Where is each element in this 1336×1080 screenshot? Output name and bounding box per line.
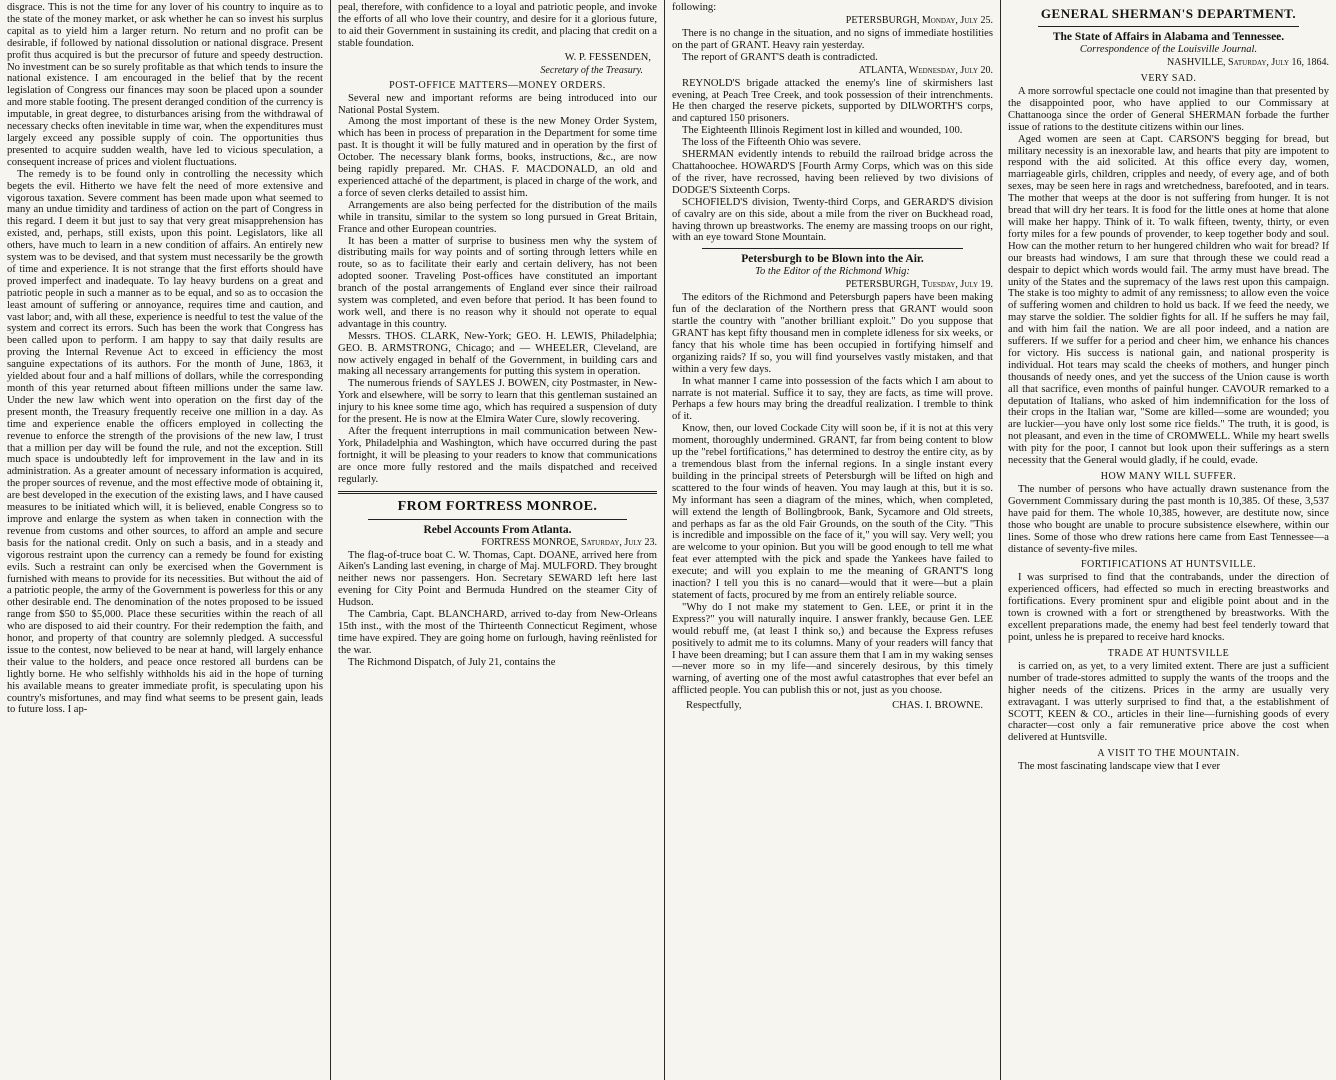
article-paragraph: It has been a matter of surprise to business men why the system of distributing mails for way points and of sorting through letters while en route, so as to facilitate their early and certain delivery, has not been adopted sooner. Traveling Post-offices have constituted an important branch of the postal arrangements of England ever since their railroad system was completed, and even before that period. It has been found to work well, and there is no reason why it should not operate to equal advantage in this country.: [338, 235, 657, 330]
article-subheadline: Correspondence of the Louisville Journal.: [1079, 44, 1258, 55]
article-paragraph: peal, therefore, with confidence to a loyal and patriotic people, and invoke the efforts of all who love their country, and desire for it a glorious future, to aid their Government in sustaining its credit, and placing that credit on a stable foundation.: [338, 2, 657, 49]
signoff-name: CHAS. I. BROWNE.: [892, 700, 983, 712]
article-paragraph: I was surprised to find that the contrabands, under the direction of experienced officers, had effected so much in erecting breastworks and fortifications. Every prominent spur and eligible point about and in the town is crowned with a fort or strengthened by breastworks. With the excellent preparations made, the enemy had best feel tenderly toward that point, unless he is prepared to receive hard knocks.: [1008, 572, 1329, 643]
dateline: PETERSBURGH, Tuesday, July 19.: [845, 279, 993, 291]
article-paragraph: Aged women are seen at Capt. CARSON'S begging for bread, but military necessity is an inexorable law, and hearts that pity are impotent to respond with the aid solicited. At this office every day, women, marriageable girls, children, cripples and needy, of every age, and of both sexes, may be seen here in rags and wretchedness, barefooted, and in tears. The mother that weeps at the door is not suffering from hunger. It is not bread that will dry her tears. It is food for the little ones at home that alone will make her happy. Think of it. To walk fifteen, twenty, thirty, or even forty miles for a few pounds of provender, to keep together body and soul. How can the mother return to her hungered children who wait for bread? If our breasts had windows, I am sure that through these we could read a despair to depict which words would fail. The army must have bread. The unity of the States and the supremacy of the laws rest upon this campaign. The stake is too mighty to admit of any remissness; to allow even the voice of suffering women and children to hold us back. If we feed the needy, we may starve the soldier. The soldier fights for all. If he suffers he may fail, and with him fail the nation. We are all poor indeed, and a nation are sufferers. If we suffer for a period and cheer him, we enhance his chances for victory. His success is national gain, and national prosperity is individual. Hot tears may scald the cheeks of mothers, and hunger pinch thousands of needy ones, and yet the success of the Union cause is worth all that sacrifice, even months of painful hunger. CAVOUR remarked to a deputation of Italians, who asked of him indemnification for the loss of their crops in the Italian war, "Some are killed—some are wounded; you are luckier—you have only lost some rice fields." The truth, it is good, is not pleasant, and even in the time of CROMWELL. While my heart swells with pity for the poor, I cannot but look upon their sufferings as a stern necessity that the General would gladly, if he could, evade.: [1008, 133, 1329, 467]
article-paragraph: Know, then, our loved Cockade City will soon be, if it is not at this very moment, thoroughly undermined. GRANT, far from being content to blow up the "rebel fortifications," has determined to destroy the entire city, as by a tremendous blast from the infernal regions. In a single instant every building in the principal streets of Petersburgh will be lifted on high and scattered to the four winds of heaven. You may laugh at this, but it is so. My informant has seen a diagram of the mines, which, when completed, will extend the length of Bollingbrook, Bank, Sycamore and Old streets, and perhaps as far as the old Fair Grounds, on the south of the City. "This is incredible and impossible on the face of it," you will say. Very well; you are welcome to your opinion. But you will be good enough to tell me what feat ever attempted with the pick and spade the Yankees have failed to execute; and will you explain to me the meaning of GRANT'S long inaction? I tell you this is no canard—would that it were—but a plain statement of facts, procured by me from an entirely reliable source.: [672, 423, 993, 601]
column-4: [1000, 0, 1336, 1080]
dateline: FORTRESS MONROE, Saturday, July 23.: [481, 536, 657, 548]
article-paragraph: After the frequent interruptions in mail communication between New-York, Philadelphia and Washington, which have occurred during the past fortnight, it will be pleasing to your readers to know that communications are once more fully restored and the mails dispatched and received regularly.: [338, 426, 657, 485]
dateline: NASHVILLE, Saturday, July 16, 1864.: [1166, 57, 1329, 68]
section-heading: POST-OFFICE MATTERS—MONEY ORDERS.: [389, 79, 606, 91]
dateline: PETERSBURGH, Monday, July 25.: [845, 14, 993, 26]
article-paragraph: The editors of the Richmond and Petersburgh papers have been making fun of the declaration of the Northern press that GRANT would soon startle the country with "another brilliant exploit." Do you suppose that GRANT has kept fifty thousand men in complete idleness for six weeks, or fancy that his whole time has been occupied in fortifying himself and organizing raids? If so, you will find yourselves vastly mistaken, and that within a very few days.: [672, 292, 993, 375]
rule-divider: [368, 519, 627, 520]
article-subheadline: Rebel Accounts From Atlanta.: [423, 523, 572, 536]
article-paragraph: Arrangements are also being perfected for the distribution of the mails while in transitu, similar to the system so long pursued in Great Britain, France and other European countries.: [338, 199, 657, 235]
article-paragraph: REYNOLD'S brigade attacked the enemy's line of skirmishers last evening, at Peach Tree Creek, and took possession of their intrenchments. He then charged the reserve pickets, supported by DILWORTH'S corps, and captured 150 prisoners.: [672, 77, 993, 125]
signoff: [686, 700, 983, 711]
rule-divider: [1038, 26, 1299, 27]
dateline: ATLANTA, Wednesday, July 20.: [858, 64, 993, 76]
subsection-heading: HOW MANY WILL SUFFER.: [1100, 471, 1237, 482]
signature-title: Secretary of the Treasury.: [540, 64, 643, 76]
article-headline: The State of Affairs in Alabama and Tennessee.: [1052, 31, 1285, 43]
article-paragraph: A more sorrowful spectacle one could not imagine than that presented by the disappointed poor, who have applied to our Commissary at Chattanooga since the order of General SHERMAN forbade the further issue of rations to the destitute citizens within our lines.: [1008, 86, 1329, 133]
section-divider: [338, 491, 657, 494]
article-paragraph: is carried on, as yet, to a very limited extent. There are just a sufficient number of trade-stores admitted to supply the wants of the troops and the higher needs of the citizens. Prices in the army are usually very extravagant. I was utterly surprised to find that, a the establishment of SCOTT, KEEN & CO., articles in their line—furnishing goods of every character—cost only a fair remunerative price above the cost when delivered at Huntsville.: [1008, 660, 1329, 744]
article-paragraph: The most fascinating landscape view that I ever: [1018, 761, 1221, 773]
article-paragraph: The loss of the Fifteenth Ohio was severe.: [682, 137, 861, 149]
subsection-heading: TRADE AT HUNTSVILLE: [1107, 647, 1230, 659]
column-1: [0, 0, 330, 1080]
article-paragraph: Among the most important of these is the new Money Order System, which has been in process of preparation in the Department for some time past. It is thought it will be fully matured and in operation by the first of October. The necessary blank forms, books, instructions, &c., are now being rapidly prepared. Mr. CHAS. F. MACDONALD, an old and experienced attaché of the department, is placed in charge of the work, and a force of seven clerks detailed to assist him.: [338, 116, 657, 199]
article-paragraph: The Richmond Dispatch, of July 21, contains the: [348, 656, 556, 668]
section-heading: GENERAL SHERMAN'S DEPARTMENT.: [1040, 6, 1297, 21]
article-paragraph: The remedy is to be found only in controlling the necessity which begets the evil. Hitherto we have felt the need of more extensive and vigorous taxation. Severe comment has been made upon what seemed to many an undue timidity and tardiness of action on the part of Congress in this regard. I deem it but just to say that very great misapprehension has existed, and, perhaps, still exists, upon this point. Legislators, like all others, have much to learn in a new condition of affairs. An entirely new system was to be devised, and that system must necessarily be the growth of time and experience. It is not strange that the first efforts should have proved imperfect and inadequate. To lay heavy burdens on a great and patriotic people in such a manner as to be equal, and so as to occasion the least amount of suffering or annoyance, requires time and caution, and vast labor; and, with all these, experience is needful to test the value of the system and correct its errors. Such has been the work that Congress has been called upon to perform. I am happy to say that daily results are proving the Internal Revenue Act to exceed in efficiency the most sanguine expectations of its authors. For the month of June, 1863, it yielded about four and a half millions of dollars, while the corresponding month of this year returned about fifteen millions under the same law. Under the new law which went into operation on the first day of the present month, the Treasury frequently receive one million in a day. As time and experience enable the officers employed in collecting the revenue to enforce the strength of the provisions of the new law, I trust that a million per day will be found the rule, and not the exception. Still much space is undoubtedly left for improvement in the law and in its administration. As a greater amount of necessary information is acquired, the proper sources of revenue, and the most effective mode of obtaining it, are best developed in the execution of the existing laws, and I have caused measures to be initiated which will, it is believed, enable Congress so to improve and enlarge the system as when taken in connection with the revenue from customs and other sources, to afford an ample and secure basis for the national credit. Only on such a basis, and in a steady and vigorous restraint upon the currency can a remedy be found for existing evils. Such a restraint can only be exercised when the Government is furnished with means to provide for its necessities. But without the aid of a patriotic people, the army of the Government is powerless for this or any other desirable end. The denomination of the notes proposed to be issued range from $50 to $5,000. Place these securities within the reach of all who are disposed to aid their country. For their redemption the faith, and honor, and property of that country are solemnly pledged. A successful issue to the contest, now believed to be near at hand, will largely enhance their value to the holders, and peace once restored all burdens can be lightly borne. He who selfishly withholds his aid in the hope of turning his available means to greater immediate profit, is speculating upon his country's misfortunes, and may find what seems to be present gain, leads to future loss. I ap-: [7, 168, 323, 716]
article-paragraph: "Why do I not make my statement to Gen. LEE, or print it in the Express?" you will naturally inquire. I answer frankly, because Gen. LEE would rebuff me, (at least I think so,) and because the Express refuses positively to admit me to its columns. Many of your readers will fancy that I have been dreaming; but I can assure them that I am in my waking senses—never more so in my life—and sincerely desirous, by this timely warning, of averting one of the most awful catastrophes that ever befel an afflicted people. You can publish this or not, just as you choose.: [672, 601, 993, 697]
article-paragraph: The report of GRANT'S death is contradicted.: [682, 51, 878, 63]
article-headline: FROM FORTRESS MONROE.: [397, 498, 598, 514]
rule-divider: [702, 248, 963, 249]
article-subheadline: To the Editor of the Richmond Whig:: [755, 266, 910, 278]
article-paragraph: In what manner I came into possession of the facts which I am about to narrate is not material. Suffice it to say, they are facts, as time will prove. Perhaps a few hours may bring the dreadful realization. I tremble to think of it.: [672, 375, 993, 423]
column-2: [330, 0, 664, 1080]
article-paragraph: disgrace. This is not the time for any lover of his country to inquire as to the state of the money market, or ask whether he can so invest his surplus capital as to yield him a larger return. No return and no profit can be desirable, if followed by national dissolution or national disgrace. Present profit thus acquired is but the precursor of future and speedy destruction. No investment can be so surely profitable as that which tends to insure the national existence. I am encouraged in the belief that by the recent legislation of Congress our finances may soon be placed upon a sounder and more stable footing. The present deranged condition of the currency is imputable, in great degree, to disturbances arising from the withdrawal of necessary checks often inevitable in time war, when the expenditures must largely exceed any possible supply of coin. The opportunities thus presented to acquire sudden wealth, have led to vicious speculation, a consequent increase of prices and violent fluctuations.: [7, 2, 323, 168]
article-paragraph: Messrs. THOS. CLARK, New-York; GEO. H. LEWIS, Philadelphia; GEO. B. ARMSTRONG, Chicago; and — WHEELER, Cleveland, are now actively engaged in behalf of the Government, in building cars and making all necessary arrangements for putting this system in operation.: [338, 330, 657, 378]
article-paragraph: Several new and important reforms are being introduced into our National Postal System.: [338, 92, 657, 116]
subsection-heading: A VISIT TO THE MOUNTAIN.: [1097, 748, 1240, 760]
article-paragraph: The number of persons who have actually drawn sustenance from the Government Commissary during the past month is 10,385. Of these, 3,537 have paid for them. The whole 10,385, however, are destitute now, since those who bought are unable to procure subsistence elsewhere, within our lines. Some of those who drew rations here came from East Tennessee—a distance of seventy-five miles.: [1008, 484, 1329, 555]
article-paragraph: SHERMAN evidently intends to rebuild the railroad bridge across the Chattahoochee. HOWARD'S [Fourth Army Corps, which was on this side of the river, have recrossed, having been relieved by two divisions of DODGE'S Sixteenth Corps.: [672, 149, 993, 196]
article-paragraph: The flag-of-truce boat C. W. Thomas, Capt. DOANE, arrived here from Aiken's Landing last evening, in charge of Maj. MULFORD. They brought neither news nor passengers. Hon. Secretary SEWARD left here last evening for City Point and Bermuda Hundred on the steamer City of Hudson.: [338, 549, 657, 609]
signoff-greeting: Respectfully,: [686, 700, 742, 712]
article-paragraph: The Cambria, Capt. BLANCHARD, arrived to-day from New-Orleans 15th inst., with the most of the Thirteenth Connecticut Regiment, whose time have expired. They are going home on furlough, having reënlisted for the war.: [338, 609, 657, 656]
article-paragraph: The numerous friends of SAYLES J. BOWEN, city Postmaster, in New-York and elsewhere, will be sorry to learn that this gentleman sustained an injury to his knee some time ago, which has required a suspension of duty for the present. He is now at the Elmira Water Cure, slowly recovering.: [338, 378, 657, 426]
subsection-heading: FORTIFICATIONS AT HUNTSVILLE.: [1080, 559, 1257, 571]
signature-name: W. P. FESSENDEN,: [564, 51, 651, 63]
subsection-heading: VERY SAD.: [1140, 73, 1197, 84]
column-3: [664, 0, 1000, 1080]
article-paragraph: The Eighteenth Illinois Regiment lost in killed and wounded, 100.: [682, 125, 963, 137]
article-paragraph: There is no change in the situation, and no signs of immediate hostilities on the part of GRANT. Heavy rain yesterday.: [672, 27, 993, 51]
article-headline: Petersburgh to be Blown into the Air.: [741, 253, 924, 266]
article-paragraph: following:: [672, 2, 717, 13]
article-paragraph: SCHOFIELD'S division, Twenty-third Corps, and GERARD'S division of cavalry are on this side, about a mile from the river on Buckhead road, having thrown up breastworks. The enemy are massing troops on our right, with an eye toward Stone Mountain.: [672, 196, 993, 244]
